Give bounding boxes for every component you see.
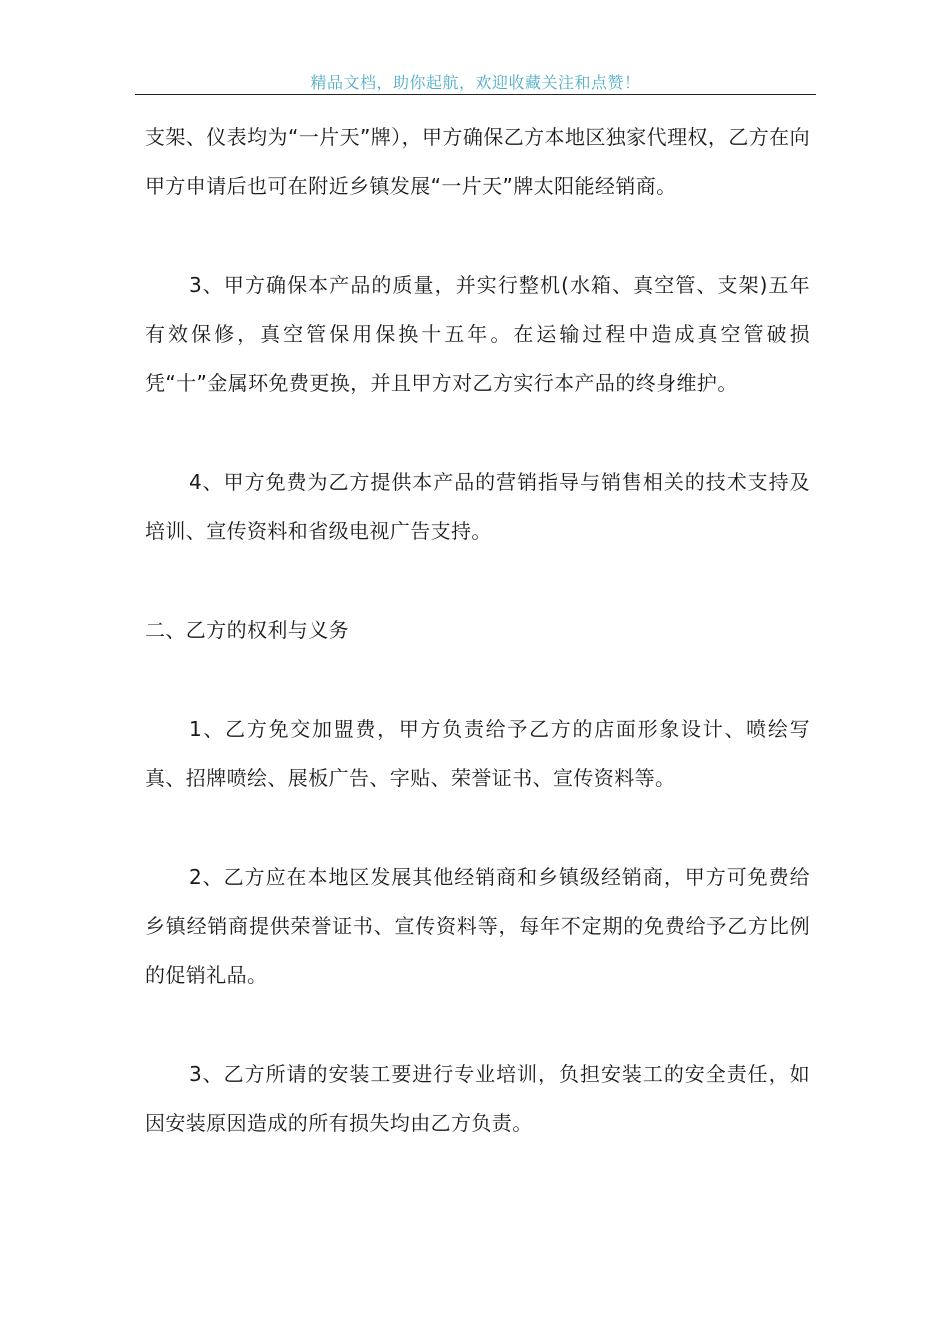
paragraph-item-3b: 3、乙方所请的安装工要进行专业培训，负担安装工的安全责任，如因安装原因造成的所有损失均由乙方负责。: [145, 1062, 810, 1135]
paragraph-gap: [145, 803, 810, 853]
paragraph-gap: [145, 556, 810, 606]
paragraph-item-2: 2、乙方应在本地区发展其他经销商和乡镇级经销商，甲方可免费给乡镇经销商提供荣誉证书、宣传资料等，每年不定期的免费给予乙方比例的促销礼品。: [145, 865, 810, 987]
paragraph-gap: [145, 211, 810, 261]
paragraph-item-3: 3、甲方确保本产品的质量，并实行整机(水箱、真空管、支架)五年有效保修，真空管保用保换十五年。在运输过程中造成真空管破损凭“十”金属环免费更换，并且甲方对乙方实行本产品的终身维护。: [145, 273, 810, 395]
paragraph-item-1: 1、乙方免交加盟费，甲方负责给予乙方的店面形象设计、喷绘写真、招牌喷绘、展板广告、字贴、荣誉证书、宣传资料等。: [145, 717, 810, 790]
header-text: 精品文档，助你起航，欢迎收藏关注和点赞！: [310, 73, 641, 92]
paragraph-item-4: 4、甲方免费为乙方提供本产品的营销指导与销售相关的技术支持及培训、宣传资料和省级电视广告支持。: [145, 470, 810, 543]
paragraph-continuation: 支架、仪表均为“一片天”牌），甲方确保乙方本地区独家代理权，乙方在向甲方申请后也可在附近乡镇发展“一片天”牌太阳能经销商。: [145, 125, 810, 198]
document-body: [145, 113, 810, 1148]
page-header: [135, 64, 816, 95]
paragraph-gap: [145, 1000, 810, 1050]
paragraph-gap: [145, 408, 810, 458]
section-heading: 二、乙方的权利与义务: [145, 618, 349, 642]
paragraph-gap: [145, 655, 810, 705]
